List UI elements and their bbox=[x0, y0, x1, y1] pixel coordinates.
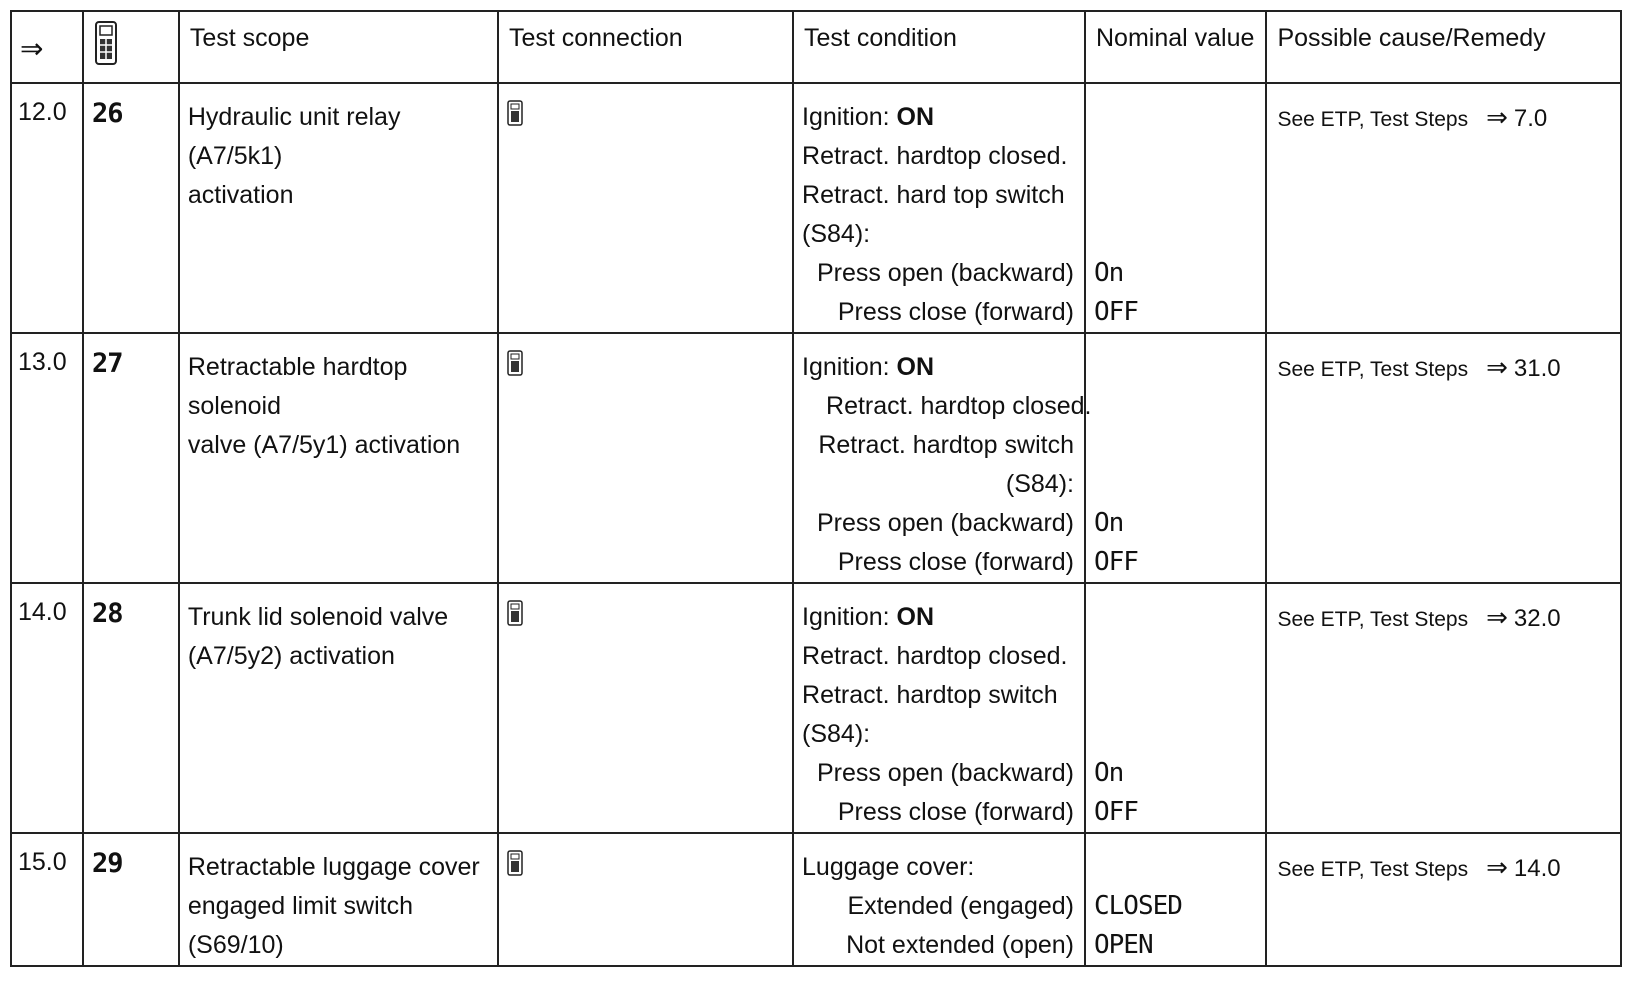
step-reference: 32.0 bbox=[1513, 605, 1561, 632]
scope-line: valve (A7/5y1) activation bbox=[187, 431, 461, 459]
step-cell: 13.0 bbox=[11, 333, 83, 583]
remedy-cell: See ETP, Test Steps ⇒ 14.0 bbox=[1266, 833, 1621, 966]
test-steps-table bbox=[10, 10, 1622, 967]
nominal-closed: CLOSED bbox=[1094, 891, 1182, 921]
nominal-on: On bbox=[1094, 508, 1124, 538]
ignition-line: Ignition: ON bbox=[802, 103, 935, 131]
step-cell: 14.0 bbox=[11, 583, 83, 833]
arrow-icon: ⇒ bbox=[1486, 852, 1508, 882]
scope-cell bbox=[179, 583, 498, 833]
step-reference: 14.0 bbox=[1513, 855, 1561, 882]
nominal-cell bbox=[1085, 83, 1266, 333]
header-test-scope: Test scope bbox=[179, 11, 498, 83]
header-test-condition: Test condition bbox=[793, 11, 1085, 83]
nominal-off: OFF bbox=[1094, 297, 1138, 327]
scope-cell bbox=[179, 83, 498, 333]
nominal-off: OFF bbox=[1094, 547, 1138, 577]
step-reference: 31.0 bbox=[1513, 355, 1561, 382]
condition-cell: Ignition: ON Retract. hardtop closed. Retract. hardtop switch (S84): Press open (backward) Press close (forward) bbox=[793, 333, 1085, 583]
nominal-on: On bbox=[1094, 258, 1124, 288]
code-cell: 29 bbox=[83, 833, 179, 966]
connection-cell bbox=[498, 583, 793, 833]
scope-line: Hydraulic unit relay (A7/5k1) bbox=[187, 103, 401, 170]
nominal-on: On bbox=[1094, 758, 1124, 788]
scope-line: Retractable luggage cover bbox=[187, 853, 480, 881]
tester-icon bbox=[507, 350, 523, 381]
connection-cell bbox=[498, 833, 793, 966]
scope-cell bbox=[179, 833, 498, 966]
nominal-cell bbox=[1085, 833, 1266, 966]
header-step bbox=[11, 11, 83, 83]
tester-icon bbox=[507, 100, 523, 131]
remedy-cell: See ETP, Test Steps ⇒ 31.0 bbox=[1266, 333, 1621, 583]
scope-line: Trunk lid solenoid valve bbox=[187, 603, 449, 631]
header-remedy: Possible cause/Remedy bbox=[1266, 11, 1621, 83]
header-test-connection: Test connection bbox=[498, 11, 793, 83]
tester-icon bbox=[507, 850, 523, 881]
scope-line: (A7/5y2) activation bbox=[187, 642, 395, 670]
code-cell: 27 bbox=[83, 333, 179, 583]
scope-line: Retractable hardtop solenoid bbox=[187, 353, 408, 420]
table-header-row bbox=[11, 11, 1621, 83]
connection-cell bbox=[498, 333, 793, 583]
table-row bbox=[11, 833, 1621, 966]
nominal-cell bbox=[1085, 333, 1266, 583]
arrow-icon: ⇒ bbox=[20, 33, 44, 64]
scope-line: engaged limit switch (S69/10) bbox=[187, 892, 413, 959]
scope-line: activation bbox=[187, 181, 294, 209]
arrow-icon: ⇒ bbox=[1486, 352, 1508, 382]
condition-cell: Ignition: ON Retract. hardtop closed. Retract. hard top switch (S84): Press open (backward) Press close (forward) bbox=[793, 83, 1085, 333]
scope-cell bbox=[179, 333, 498, 583]
condition-cell: Ignition: ON Retract. hardtop closed. Retract. hardtop switch (S84): Press open (backward) Press close (forward) bbox=[793, 583, 1085, 833]
step-cell: 15.0 bbox=[11, 833, 83, 966]
connection-cell bbox=[498, 83, 793, 333]
arrow-icon: ⇒ bbox=[1486, 602, 1508, 632]
arrow-icon: ⇒ bbox=[1486, 102, 1508, 132]
nominal-open: OPEN bbox=[1094, 930, 1153, 960]
code-cell: 28 bbox=[83, 583, 179, 833]
nominal-cell bbox=[1085, 583, 1266, 833]
ignition-line: Ignition: ON bbox=[802, 353, 935, 381]
tester-icon bbox=[94, 20, 118, 73]
table-row bbox=[11, 583, 1621, 833]
ignition-line: Ignition: ON bbox=[802, 603, 935, 631]
tester-icon bbox=[507, 600, 523, 631]
nominal-off: OFF bbox=[1094, 797, 1138, 827]
remedy-cell: See ETP, Test Steps ⇒ 32.0 bbox=[1266, 583, 1621, 833]
header-nominal-value: Nominal value bbox=[1085, 11, 1266, 83]
remedy-cell: See ETP, Test Steps ⇒ 7.0 bbox=[1266, 83, 1621, 333]
code-cell: 26 bbox=[83, 83, 179, 333]
condition-cell: Luggage cover: Extended (engaged) Not extended (open) bbox=[793, 833, 1085, 966]
table-row bbox=[11, 333, 1621, 583]
table-row bbox=[11, 83, 1621, 333]
step-reference: 7.0 bbox=[1513, 105, 1548, 132]
step-cell: 12.0 bbox=[11, 83, 83, 333]
header-code bbox=[83, 11, 179, 83]
